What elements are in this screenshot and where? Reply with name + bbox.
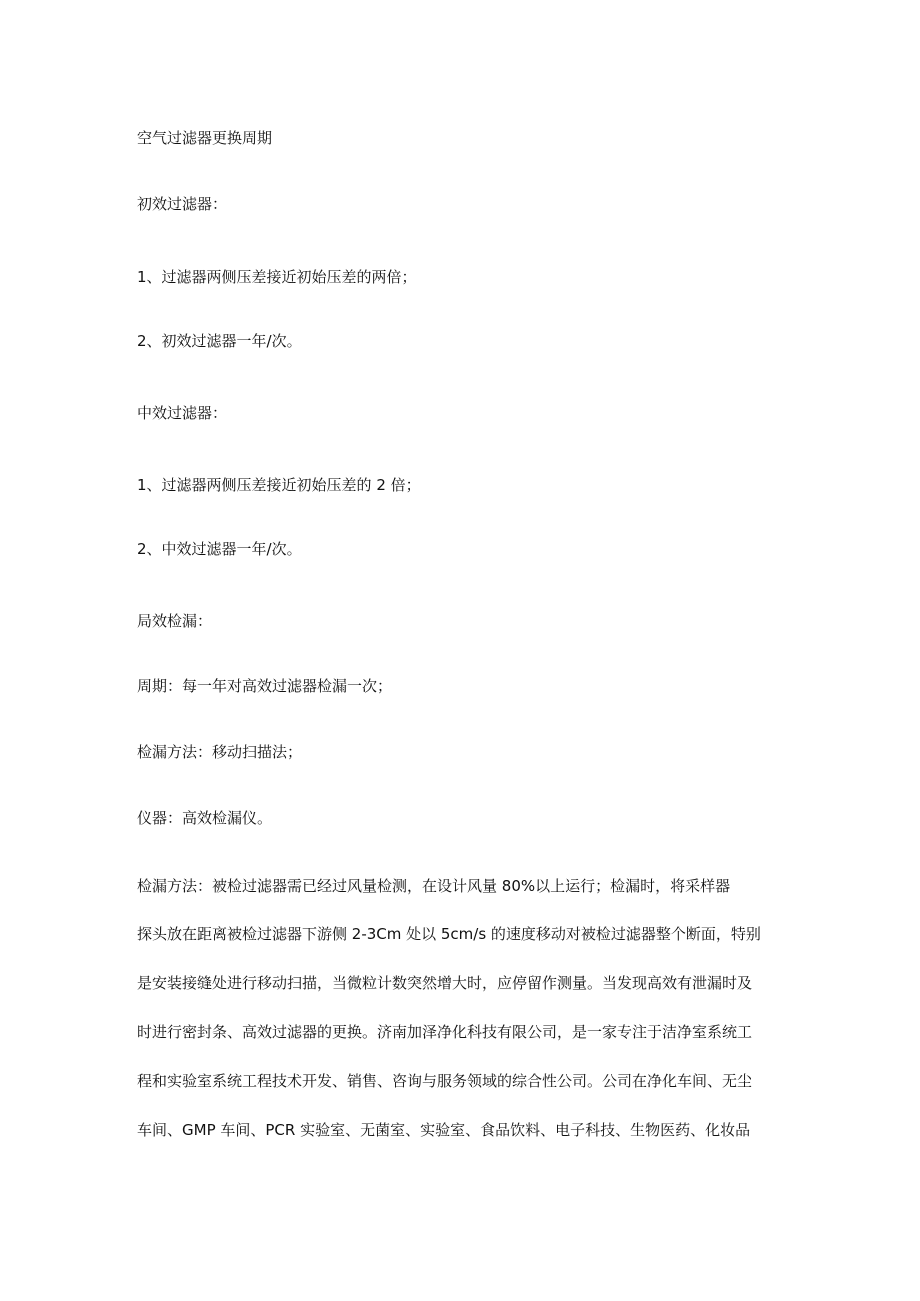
- primary-filter-heading: 初效过滤器：: [137, 195, 228, 213]
- paragraph-line: 车间、GMP 车间、PCR 实验室、无菌室、实验室、食品饮料、电子科技、生物医药、化妆品: [137, 1121, 751, 1139]
- medium-filter-item: 1、过滤器两侧压差接近初始压差的 2 倍；: [137, 476, 421, 494]
- primary-filter-item: 1、过滤器两侧压差接近初始压差的两倍；: [137, 268, 417, 286]
- leak-test-period: 周期：每一年对高效过滤器检漏一次；: [137, 677, 393, 695]
- leak-test-heading: 局效检漏：: [137, 612, 213, 630]
- medium-filter-item: 2、中效过滤器一年/次。: [137, 540, 302, 558]
- medium-filter-heading: 中效过滤器：: [137, 404, 228, 422]
- paragraph-line: 探头放在距离被检过滤器下游侧 2-3Cm 处以 5cm/s 的速度移动对被检过滤器整个断面，特别: [137, 925, 761, 943]
- leak-test-instrument: 仪器：高效检漏仪。: [137, 809, 273, 827]
- paragraph-line: 是安装接缝处进行移动扫描，当微粒计数突然增大时，应停留作测量。当发现高效有泄漏时及: [137, 974, 753, 992]
- document-title: 空气过滤器更换周期: [137, 129, 273, 147]
- paragraph-line: 检漏方法：被检过滤器需已经过风量检测，在设计风量 80%以上运行；检漏时，将采样器: [137, 877, 731, 895]
- primary-filter-item: 2、初效过滤器一年/次。: [137, 332, 302, 350]
- leak-test-method: 检漏方法：移动扫描法；: [137, 743, 303, 761]
- paragraph-line: 程和实验室系统工程技术开发、销售、咨询与服务领域的综合性公司。公司在净化车间、无尘: [137, 1072, 753, 1090]
- paragraph-line: 时进行密封条、高效过滤器的更换。济南加泽净化科技有限公司，是一家专注于洁净室系统工: [137, 1023, 753, 1041]
